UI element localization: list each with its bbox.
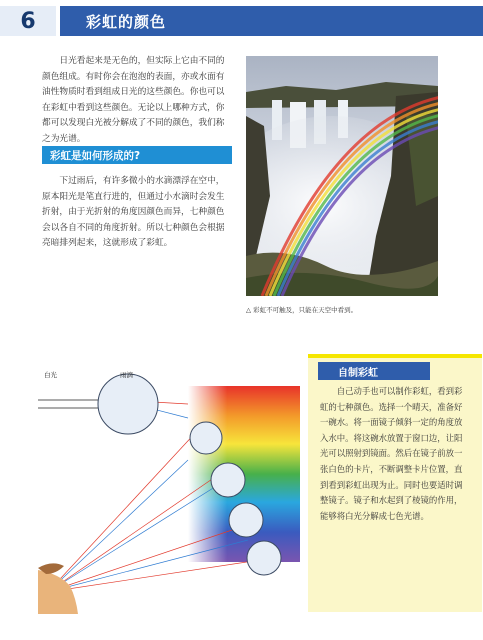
panel-text: 自己动手也可以制作彩虹，看到彩虹的七种颜色。选择一个晴天，准备好一碗水。将一面镜子倾斜一定的角度放入水中。将这碗水放置于窗口边，让阳光可以照射到镜面。然后在镜子前放一张白色的卡片，不断调整卡片位置，直到看到彩虹出现为止。同时也要适时调整镜子。镜子和水起到了棱镜的作用，能够将白光分解成七色光谱。	[320, 386, 463, 521]
page-header	[0, 0, 483, 44]
page-number: 6	[0, 6, 59, 36]
panel-title-box	[318, 362, 430, 380]
diy-rainbow-panel	[308, 354, 482, 612]
raindrop-label: 雨滴	[120, 371, 133, 379]
panel-title: 自制彩虹	[338, 368, 378, 379]
rainbow-diagram	[38, 360, 300, 614]
section-heading-bar	[42, 146, 232, 164]
title-bar	[60, 6, 483, 36]
section-heading: 彩虹是如何形成的?	[50, 150, 141, 162]
refraction-diagram	[38, 360, 300, 614]
photo-illustration	[246, 56, 438, 296]
photo-caption: △ 彩虹不可触及，只能在天空中看到。	[246, 306, 358, 314]
page-title: 彩虹的颜色	[86, 12, 167, 31]
waterfall-rainbow-photo	[246, 56, 438, 296]
sunlight-label: 白光	[44, 371, 57, 379]
section-paragraph: 下过雨后，有许多微小的水滴漂浮在空中，原本阳光是笔直行进的，但通过小水滴时会发生折射，由于光折射的角度因颜色而异，七种颜色会以各自不同的角度折射。所以七种颜色会根据亮暗排列起来，这就形成了彩虹。	[42, 176, 225, 249]
intro-paragraph: 日光看起来是无色的，但实际上它由不同的颜色组成。有时你会在泡泡的表面，亦或水面有油性物质时看到组成日光的这些颜色。你也可以在彩虹中看到这些颜色。无论以上哪种方式，你都可以发现白光被分解成了不同的颜色，我们称之为光谱。	[42, 56, 225, 144]
panel-accent-bar	[308, 354, 482, 358]
